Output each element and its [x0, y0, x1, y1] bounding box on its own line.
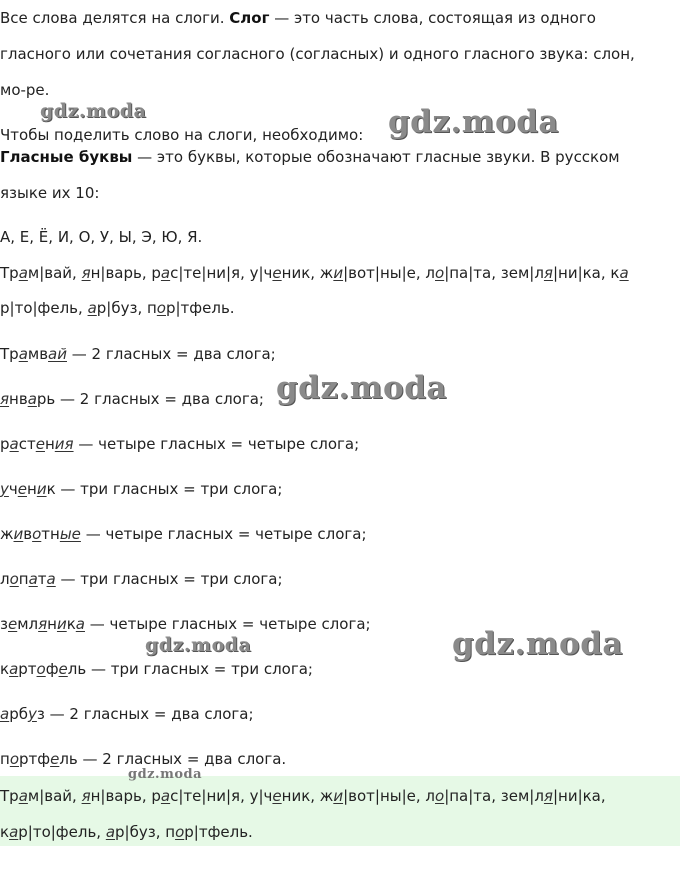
word-fragment: л [0, 570, 10, 588]
word-fragment: мв [27, 345, 49, 363]
count-text: — 2 гласных = два слога; [44, 705, 254, 723]
intro-line-4: Чтобы поделить слово на слоги, необходимо: [0, 126, 364, 144]
word-fragment: ртф [19, 750, 51, 768]
stressed-vowel: я [0, 390, 10, 408]
stressed-vowel: а [18, 345, 28, 363]
word-fragment: н [47, 615, 57, 633]
word-fragment: ж [0, 525, 14, 543]
stressed-vowel: о [156, 299, 166, 317]
word-fragment: нв [9, 390, 28, 408]
word-fragment: к [46, 480, 56, 498]
intro-line-3: мо-ре. [0, 81, 50, 99]
count-text: — четыре гласных = четыре слога; [84, 615, 371, 633]
stressed-vowel: о [9, 750, 19, 768]
word-fragment: Тр [0, 345, 19, 363]
answer-line-1 [0, 785, 680, 807]
watermark-logo: gdz.moda [128, 767, 203, 782]
stressed-vowel: а [9, 435, 19, 453]
count-line [0, 568, 680, 590]
stressed-vowel: е [272, 787, 282, 805]
stressed-vowel: ай [48, 345, 67, 363]
stressed-vowel: я [543, 264, 553, 282]
stressed-vowel: о [435, 787, 445, 805]
word-fragment: ст [18, 435, 36, 453]
word-fragment: ль [59, 750, 78, 768]
stressed-vowel: е [35, 435, 45, 453]
count-line [0, 433, 680, 455]
word-fragment: н [44, 435, 55, 453]
stressed-vowel: а [160, 787, 171, 805]
stressed-vowel: я [81, 264, 91, 282]
stressed-vowel: а [619, 264, 629, 282]
word-fragment: п [18, 570, 29, 588]
word-fragment: н|варь, р [90, 787, 161, 805]
word-fragment: к [0, 823, 10, 841]
word-fragment: |ни|ка, к [552, 264, 620, 282]
word-fragment: р [0, 435, 10, 453]
term-syllable: Слог [229, 9, 270, 27]
word-fragment: р|тфель. [184, 823, 253, 841]
stressed-vowel: я [38, 615, 48, 633]
stressed-vowel: и [13, 525, 24, 543]
word-fragment: р|то|фель, [0, 299, 88, 317]
word-fragment: с|те|ни|я, у|ч [170, 787, 273, 805]
count-text: — 2 гласных = два слога; [67, 345, 276, 363]
stressed-vowel: а [0, 705, 10, 723]
word-fragment: тн [41, 525, 60, 543]
word-fragment: м|вай, [27, 264, 82, 282]
vowels-list: А, Е, Ё, И, О, У, Ы, Э, Ю, Я. [0, 228, 203, 246]
count-text: — четыре гласных = четыре слога; [73, 435, 360, 453]
word-fragment: рт [18, 660, 37, 678]
watermark-logo: gdz.moda [40, 100, 147, 122]
word-fragment: рь [36, 390, 56, 408]
stressed-vowel: и [333, 787, 344, 805]
vowels-line-1: Гласные буквы — это буквы, которые обозначают гласные звуки. В русском [0, 148, 620, 166]
word-fragment: т [37, 570, 47, 588]
stressed-vowel: е [17, 480, 27, 498]
word-fragment: р|тфель. [165, 299, 235, 317]
word-fragment: ч [8, 480, 18, 498]
count-line [0, 613, 680, 635]
count-text: — 2 гласных = два слога. [77, 750, 287, 768]
word-fragment: р|то|фель, [18, 823, 106, 841]
stressed-vowel: и [333, 264, 344, 282]
word-fragment: н [27, 480, 37, 498]
stressed-vowel: ые [59, 525, 81, 543]
stressed-vowel: а [75, 615, 85, 633]
word-fragment: в [23, 525, 33, 543]
word-fragment: р|буз, п [115, 823, 176, 841]
stressed-vowel: а [46, 570, 56, 588]
count-line [0, 748, 680, 770]
stressed-vowel: а [87, 299, 97, 317]
word-fragment: р|буз, п [96, 299, 157, 317]
stressed-vowel: е [50, 750, 60, 768]
stressed-vowel: о [32, 525, 42, 543]
answer-line-2 [0, 821, 680, 843]
stressed-vowel: а [9, 823, 19, 841]
word-fragment: |вот|ны|е, л [343, 787, 435, 805]
count-text: — четыре гласных = четыре слога; [80, 525, 367, 543]
word-fragment: мл [17, 615, 39, 633]
word-fragment: к [0, 660, 10, 678]
word-fragment: п [0, 750, 10, 768]
count-line [0, 523, 680, 545]
watermark-logo: gdz.moda [452, 626, 623, 662]
word-fragment: Тр [0, 787, 19, 805]
stressed-vowel: ия [54, 435, 74, 453]
word-fragment: ф [45, 660, 59, 678]
word-fragment: ник, ж [281, 787, 334, 805]
stressed-vowel: о [175, 823, 185, 841]
word-fragment: ль [67, 660, 87, 678]
intro-line-2: гласного или сочетания согласного (согласных) и одного гласного звука: слон, [0, 45, 635, 63]
count-line [0, 343, 680, 365]
stressed-vowel: у [27, 705, 37, 723]
stressed-vowel: и [36, 480, 47, 498]
word-fragment: к [66, 615, 76, 633]
count-line [0, 703, 680, 725]
stressed-vowel: о [36, 660, 46, 678]
word-fragment: |па|та, зем|л [444, 787, 544, 805]
intro-line-1: Все слова делятся на слоги. Слог — это часть слова, состоящая из одного [0, 9, 596, 27]
word-fragment: |вот|ны|е, л [343, 264, 435, 282]
syllable-line-1 [0, 262, 680, 284]
stressed-vowel: а [18, 264, 28, 282]
stressed-vowel: а [18, 787, 28, 805]
count-text: — три гласных = три слога; [55, 570, 283, 588]
word-fragment: рб [9, 705, 28, 723]
watermark-logo: gdz.moda [276, 370, 447, 406]
count-line [0, 478, 680, 500]
word-fragment: м|вай, [27, 787, 82, 805]
word-fragment: |па|та, зем|л [444, 264, 544, 282]
count-text: — три гласных = три слога; [55, 480, 283, 498]
term-vowels: Гласные буквы [0, 148, 133, 166]
watermark-logo: gdz.moda [145, 634, 252, 656]
stressed-vowel: а [28, 570, 38, 588]
word-fragment: н|варь, р [90, 264, 161, 282]
word-fragment: з [0, 615, 8, 633]
count-text: — 2 гласных = два слога; [55, 390, 264, 408]
word-fragment: |ни|ка, [552, 787, 606, 805]
stressed-vowel: а [9, 660, 19, 678]
stressed-vowel: а [27, 390, 37, 408]
word-fragment: ник, ж [281, 264, 334, 282]
word-fragment: Тр [0, 264, 19, 282]
stressed-vowel: а [160, 264, 171, 282]
stressed-vowel: о [435, 264, 445, 282]
stressed-vowel: я [81, 787, 91, 805]
stressed-vowel: я [543, 787, 553, 805]
word-fragment: с|те|ни|я, у|ч [170, 264, 273, 282]
stressed-vowel: а [105, 823, 116, 841]
stressed-vowel: е [272, 264, 282, 282]
stressed-vowel: и [56, 615, 67, 633]
count-line [0, 388, 680, 410]
stressed-vowel: у [0, 480, 9, 498]
stressed-vowel: е [58, 660, 68, 678]
count-line [0, 658, 680, 680]
stressed-vowel: о [9, 570, 19, 588]
stressed-vowel: е [7, 615, 18, 633]
syllable-line-2 [0, 297, 680, 319]
word-fragment: з [36, 705, 45, 723]
watermark-logo: gdz.moda [388, 104, 559, 140]
count-text: — три гласных = три слога; [86, 660, 313, 678]
vowels-line-2: языке их 10: [0, 184, 100, 202]
